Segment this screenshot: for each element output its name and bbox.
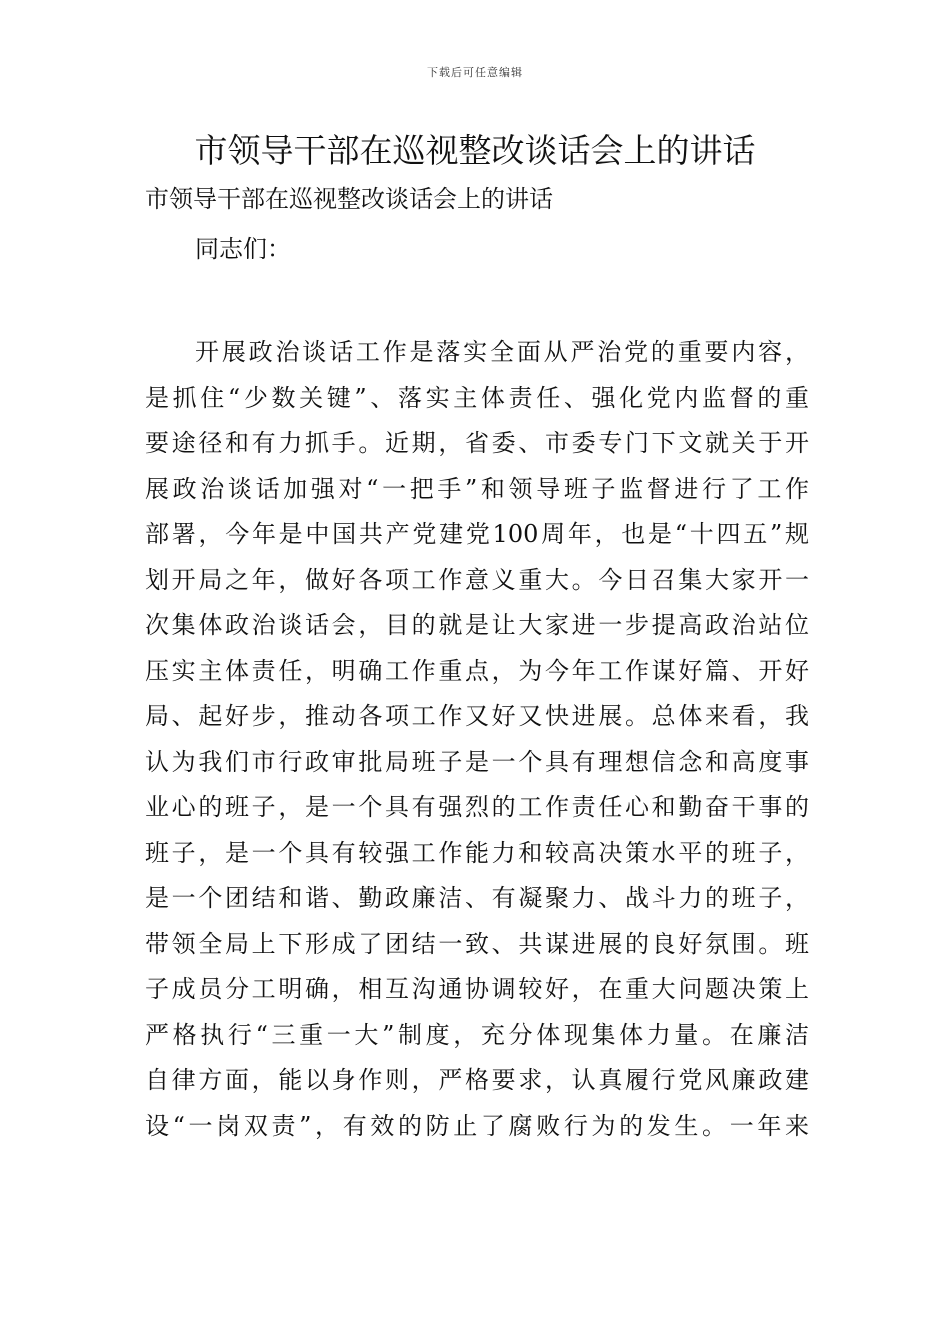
header-note: 下载后可任意编辑 <box>427 66 523 79</box>
paragraph-line: 要途径和有力抓手。近期，省委、市委专门下文就关于开 <box>145 429 809 457</box>
salutation: 同志们： <box>195 235 291 263</box>
paragraph-line: 带领全局上下形成了团结一致、共谋进展的良好氛围。班 <box>145 929 809 958</box>
paragraph-line: 是一个团结和谐、勤政廉洁、有凝聚力、战斗力的班子， <box>145 884 809 912</box>
paragraph-line: 自律方面，能以身作则，严格要求，认真履行党风廉政建 <box>145 1066 809 1094</box>
paragraph-line: 班子，是一个具有较强工作能力和较高决策水平的班子， <box>145 838 809 867</box>
paragraph-line: 划开局之年，做好各项工作意义重大。今日召集大家开一 <box>145 565 809 594</box>
paragraph-line: 压实主体责任，明确工作重点，为今年工作谋好篇、开好 <box>145 656 809 685</box>
paragraph-line: 认为我们市行政审批局班子是一个具有理想信念和高度事 <box>145 747 809 776</box>
body-paragraph <box>145 330 809 1149</box>
paragraph-line: 设“一岗双责”，有效的防止了腐败行为的发生。一年来 <box>145 1111 809 1140</box>
paragraph-line: 是抓住“少数关键”、落实主体责任、强化党内监督的重 <box>145 383 809 412</box>
paragraph-line: 子成员分工明确，相互沟通协调较好，在重大问题决策上 <box>145 975 809 1003</box>
paragraph-line: 部署，今年是中国共产党建党100周年，也是“十四五”规 <box>145 520 809 548</box>
document-subtitle: 市领导干部在巡视整改谈话会上的讲话 <box>145 185 553 213</box>
paragraph-line: 次集体政治谈话会，目的就是让大家进一步提高政治站位 <box>145 611 809 639</box>
paragraph-line: 业心的班子，是一个具有强烈的工作责任心和勤奋干事的 <box>145 793 809 821</box>
document-title: 市领导干部在巡视整改谈话会上的讲话 <box>194 131 756 170</box>
paragraph-line: 开展政治谈话工作是落实全面从严治党的重要内容， <box>195 338 809 366</box>
paragraph-line: 严格执行“三重一大”制度，充分体现集体力量。在廉洁 <box>145 1020 809 1049</box>
paragraph-line: 局、起好步，推动各项工作又好又快进展。总体来看，我 <box>145 702 809 730</box>
paragraph-line: 展政治谈话加强对“一把手”和领导班子监督进行了工作 <box>145 474 809 503</box>
